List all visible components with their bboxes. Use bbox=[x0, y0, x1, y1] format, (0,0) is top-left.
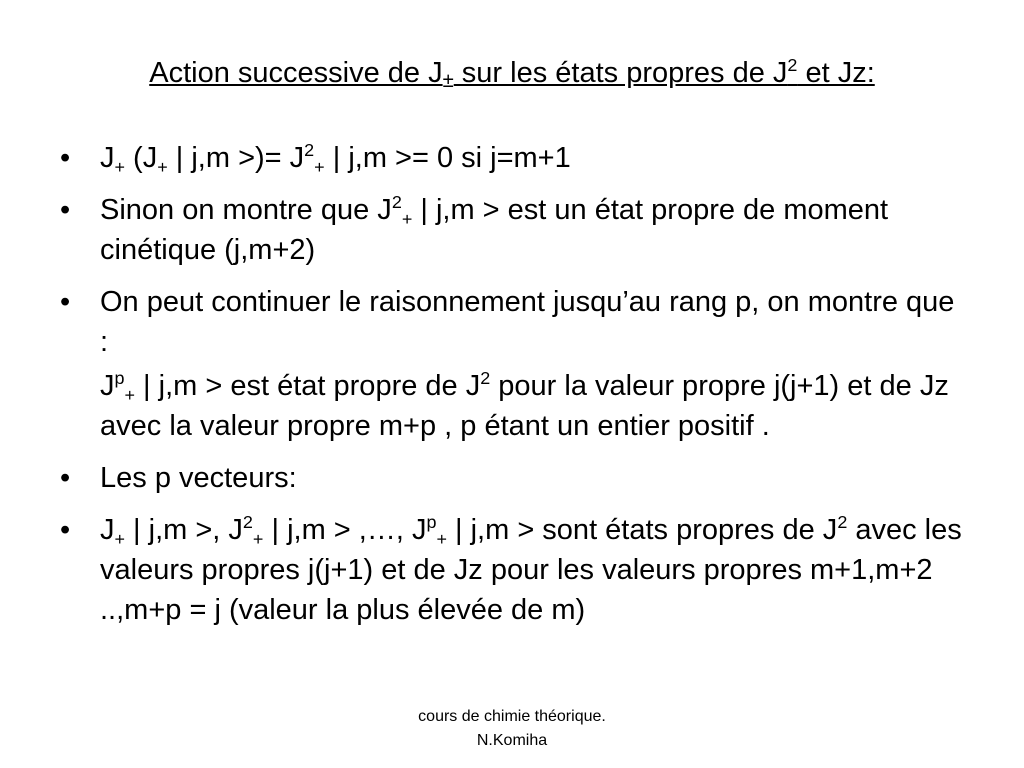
b1-sub-1: + bbox=[114, 157, 125, 178]
footer-author: N.Komiha bbox=[476, 732, 548, 749]
b2-text-2: | j,m > est un état propre de moment cinétique (j,m+2) bbox=[100, 194, 889, 266]
b2-sub-1: + bbox=[401, 209, 413, 230]
b6-sup-4: 2 bbox=[837, 512, 848, 533]
bullet-item-3 bbox=[60, 282, 970, 362]
b6-sub-2: + bbox=[252, 529, 264, 550]
b5-text: Les p vecteurs: bbox=[100, 462, 297, 494]
footer-course: cours de chimie théorique. bbox=[418, 708, 606, 725]
indented-paragraph bbox=[60, 366, 970, 446]
b4-text-2: | j,m > est état propre de J bbox=[135, 370, 481, 402]
b2-sup-1: 2 bbox=[391, 192, 402, 213]
b2-text-1: Sinon on montre que J bbox=[100, 194, 392, 226]
bullet-list bbox=[60, 138, 970, 642]
title-text-3: et Jz: bbox=[797, 57, 875, 89]
b6-text-4: | j,m > sont états propres de J bbox=[446, 514, 838, 546]
b6-text-3: | j,m > ,…, J bbox=[263, 514, 427, 546]
b3-text: On peut continuer le raisonnement jusqu’au rang p, on montre que : bbox=[100, 286, 955, 358]
b1-text-2: (J bbox=[125, 142, 158, 174]
b1-text-1: J bbox=[100, 142, 115, 174]
b6-sup-2: 2 bbox=[242, 512, 253, 533]
title-superscript-2: 2 bbox=[787, 55, 798, 76]
b4-text-3: pour la valeur propre j(j+1) et de Jz avec la valeur propre m+p , p étant un entier positif . bbox=[100, 370, 949, 442]
bullet-icon: • bbox=[60, 194, 71, 226]
bullet-item-1 bbox=[60, 138, 970, 178]
bullet-item-4 bbox=[60, 458, 970, 498]
b6-text-1: J bbox=[100, 514, 115, 546]
bullet-icon: • bbox=[60, 514, 71, 546]
b4-sub-1: + bbox=[124, 385, 135, 406]
bullet-icon: • bbox=[60, 286, 71, 318]
slide-title bbox=[40, 56, 984, 91]
b4-sup-2: 2 bbox=[480, 368, 491, 389]
title-text-2: sur les états propres de J bbox=[453, 57, 788, 89]
b4-sup-1: p bbox=[114, 368, 125, 389]
title-subscript-pm: ± bbox=[442, 70, 454, 93]
b1-sub-3: + bbox=[314, 157, 325, 178]
bullet-item-2 bbox=[60, 190, 970, 270]
b6-text-5: avec les valeurs propres j(j+1) et de Jz pour les valeurs propres m+1,m+2 ..,m+p = j (valeur la plus élevée de m) bbox=[100, 514, 962, 626]
b6-sub-3: + bbox=[436, 529, 447, 550]
b6-text-2: | j,m >, J bbox=[125, 514, 243, 546]
title-text-1: Action successive de J bbox=[149, 57, 443, 89]
b6-sub-1: + bbox=[114, 529, 125, 550]
b1-text-4: | j,m >= 0 si j=m+1 bbox=[324, 142, 571, 174]
bullet-item-5 bbox=[60, 510, 970, 630]
b6-sup-3: p bbox=[426, 512, 437, 533]
bullet-icon: • bbox=[60, 462, 71, 494]
b4-text-1: J bbox=[100, 370, 115, 402]
b1-sup-3: 2 bbox=[304, 140, 315, 161]
b1-text-3: | j,m >)= J bbox=[167, 142, 305, 174]
b1-sub-2: + bbox=[157, 157, 168, 178]
footer bbox=[0, 705, 1024, 753]
bullet-icon: • bbox=[60, 142, 71, 174]
